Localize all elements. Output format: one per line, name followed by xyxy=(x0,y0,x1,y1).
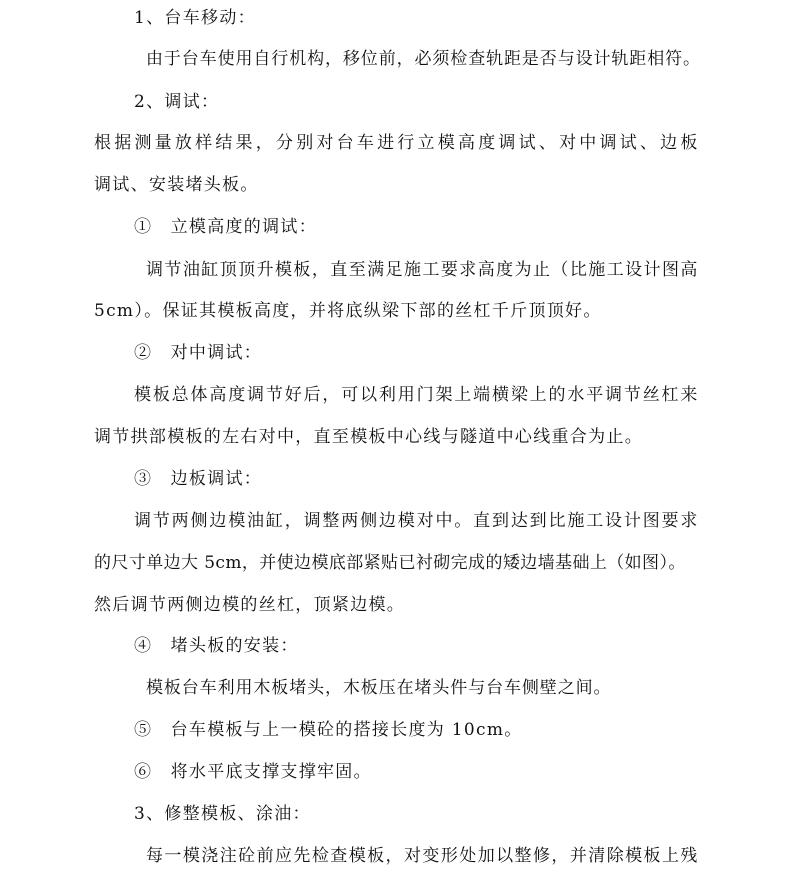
paragraph-trolley-moving: 由于台车使用自行机构，移位前，必须检查轨距是否与设计轨距相符。 xyxy=(146,49,701,69)
paragraph-side-panel-line-3: 然后调节两侧边模的丝杠，顶紧边模。 xyxy=(94,595,406,615)
item-overlap-length: ⑤ 台车模板与上一模砼的搭接长度为 10cm。 xyxy=(134,720,523,740)
paragraph-debugging-line-2: 调试、安装堵头板。 xyxy=(94,175,259,195)
subheading-vertical-height: ① 立模高度的调试： xyxy=(134,217,317,237)
item-bottom-support: ⑥ 将水平底支撑支撑牢固。 xyxy=(134,762,372,782)
paragraph-centering-line-2: 调节拱部模板的左右对中，直至模板中心线与隧道中心线重合为止。 xyxy=(94,427,643,447)
subheading-side-panel: ③ 边板调试： xyxy=(134,469,263,489)
paragraph-side-panel-line-2: 的尺寸单边大 5cm，并使边模底部紧贴已衬砌完成的矮边墙基础上（如图）。 xyxy=(94,553,686,573)
subheading-end-board: ④ 堵头板的安装： xyxy=(134,636,299,656)
paragraph-vertical-height-line-1: 调节油缸顶顶升模板，直至满足施工要求高度为止（比施工设计图高 xyxy=(146,260,698,280)
heading-debugging: 2、调试： xyxy=(134,92,220,112)
paragraph-debugging-line-1: 根据测量放样结果，分别对台车进行立模高度调试、对中调试、边板 xyxy=(94,133,698,153)
paragraph-trimming-oiling: 每一模浇注砼前应先检查模板，对变形处加以整修，并清除模板上残 xyxy=(146,846,698,866)
heading-trimming-oiling: 3、修整模板、涂油： xyxy=(134,804,311,824)
heading-trolley-moving: 1、台车移动： xyxy=(134,8,256,28)
subheading-centering: ② 对中调试： xyxy=(134,343,263,363)
paragraph-side-panel-line-1: 调节两侧边模油缸，调整两侧边模对中。直到达到比施工设计图要求 xyxy=(134,511,698,531)
paragraph-end-board: 模板台车利用木板堵头，木板压在堵头件与台车侧壁之间。 xyxy=(146,678,612,698)
paragraph-centering-line-1: 模板总体高度调节好后，可以利用门架上端横梁上的水平调节丝杠来 xyxy=(134,385,698,405)
paragraph-vertical-height-line-2: 5cm）。保证其模板高度，并将底纵梁下部的丝杠千斤顶顶好。 xyxy=(94,301,602,321)
